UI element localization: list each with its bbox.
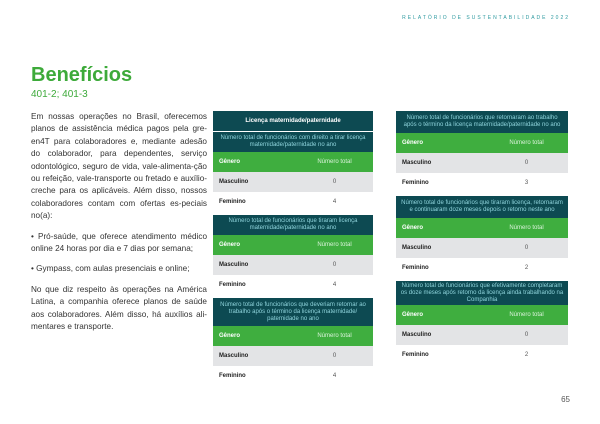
row-value: 3 [524, 180, 529, 186]
table-row [396, 238, 568, 258]
table-row [213, 255, 373, 275]
table-row [213, 366, 373, 386]
table-row [213, 172, 373, 192]
row-label: Masculino [402, 245, 432, 251]
table-header-row [213, 235, 373, 255]
row-label: Feminino [219, 199, 246, 205]
row-value: 0 [524, 160, 529, 166]
column-gender: Gênero [219, 242, 241, 248]
column-gender: Gênero [219, 159, 241, 165]
table-row [396, 153, 568, 173]
row-value: 2 [524, 265, 529, 271]
page-number: 65 [561, 395, 570, 404]
table-row [213, 192, 373, 212]
row-label: Feminino [219, 282, 246, 288]
page-title: Benefícios [31, 64, 133, 86]
table-row [396, 258, 568, 278]
column-total: Número total [509, 312, 544, 318]
table-header-row [396, 305, 568, 325]
table-header-row [213, 326, 373, 346]
row-value: 2 [524, 352, 529, 358]
maternity-table-left [213, 111, 373, 386]
column-total: Número total [509, 225, 544, 231]
paragraph: Em nossas operações no Brasil, oferecemos planos de assistência médica pagos pela gre-en4T para colaboradores e, mediante adesão do colaborador, para dependentes, serviço odontológico, seguro de vida, vale-alimenta-ção ou refeição, vale-transporte ou fretado e auxílio-creche para os aplicáveis. Além disso, nossos colaboradores contam com ofertas es-peciais no(a): [31, 112, 207, 221]
column-total: Número total [317, 333, 352, 339]
bullet-item: • Gympass, com aulas presenciais e online; [31, 264, 190, 274]
body-text [31, 111, 207, 342]
column-gender: Gênero [402, 140, 424, 146]
report-header: RELATÓRIO DE SUSTENTABILIDADE 2022 [402, 15, 570, 21]
section-header: Número total de funcionários que deveriam retornar ao trabalho após o término da licença maternidade/ paternidade no ano [213, 298, 373, 326]
row-value: 4 [332, 373, 337, 379]
column-total: Número total [317, 159, 352, 165]
table-row [213, 275, 373, 295]
column-total: Número total [509, 140, 544, 146]
row-value: 4 [332, 282, 337, 288]
table-row [396, 325, 568, 345]
table-row [213, 346, 373, 366]
section-header: Número total de funcionários que tiraram licença, retornaram e continuaram doze meses depois o retorno neste ano [396, 196, 568, 218]
paragraph: No que diz respeito às operações na América Latina, a companhia oferece planos de saúde aos colaboradores. Além disso, há auxílios ali-mentares e transporte. [31, 284, 207, 332]
page-subtitle: 401-2; 401-3 [31, 89, 88, 100]
row-label: Feminino [219, 373, 246, 379]
section-header: Número total de funcionários com direito a tirar licença maternidade/paternidade no ano [213, 132, 373, 152]
maternity-table-right [396, 111, 568, 365]
bullet-item: • Pró-saúde, que oferece atendimento médico online 24 horas por dia e 7 dias por semana; [31, 231, 207, 254]
row-label: Masculino [219, 353, 249, 359]
table-header-row [396, 218, 568, 238]
column-total: Número total [317, 242, 352, 248]
section-header: Número total de funcionários que efetivamente completaram os doze meses após retorno da licença ainda trabalhando na Companhia [396, 281, 568, 305]
section-header: Número total de funcionários que retornaram ao trabalho após o término da licença maternidade/paternidade no ano [396, 111, 568, 133]
row-value: 0 [332, 353, 337, 359]
row-label: Masculino [402, 332, 432, 338]
section-header: Número total de funcionários que tiraram licença maternidade/paternidade no ano [213, 215, 373, 235]
row-value: 0 [524, 245, 529, 251]
column-gender: Gênero [219, 333, 241, 339]
table-main-header: Licença maternidade/paternidade [213, 111, 373, 131]
table-header-row [396, 133, 568, 153]
table-header-row [213, 152, 373, 172]
row-label: Feminino [402, 180, 429, 186]
table-row [396, 173, 568, 193]
column-gender: Gênero [402, 312, 424, 318]
table-row [396, 345, 568, 365]
row-label: Feminino [402, 352, 429, 358]
row-label: Masculino [219, 262, 249, 268]
row-value: 0 [332, 179, 337, 185]
column-gender: Gênero [402, 225, 424, 231]
row-label: Masculino [219, 179, 249, 185]
row-value: 0 [524, 332, 529, 338]
row-label: Feminino [402, 265, 429, 271]
row-label: Masculino [402, 160, 432, 166]
row-value: 0 [332, 262, 337, 268]
row-value: 4 [332, 199, 337, 205]
